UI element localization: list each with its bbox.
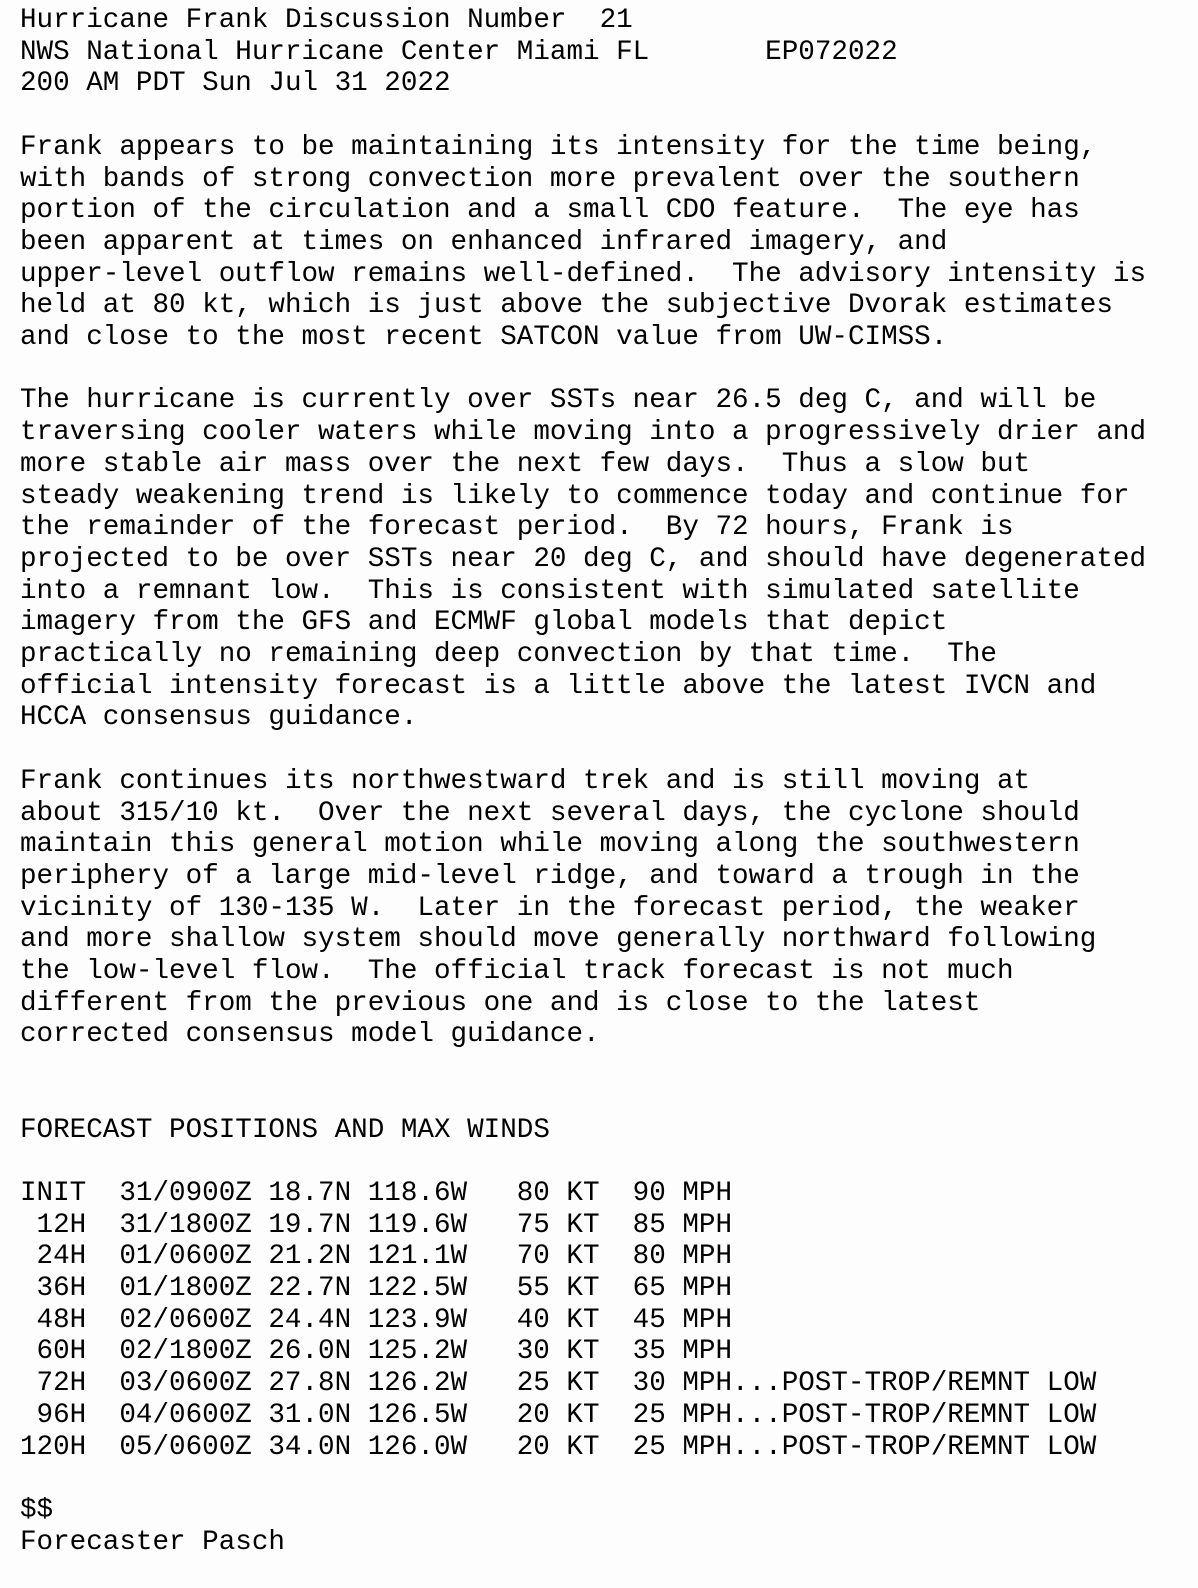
forecast-status: ...POST-TROP/REMNT LOW: [732, 1368, 1097, 1400]
text-line: steady weakening trend is likely to commence today and continue for: [20, 480, 1130, 512]
forecast-latitude: 27.8N: [268, 1368, 352, 1400]
forecast-hour: INIT: [20, 1177, 87, 1209]
forecast-wind-kt: 70 KT: [516, 1241, 600, 1273]
forecast-wind-kt: 75 KT: [516, 1209, 600, 1241]
forecast-valid-time: 02/1800Z: [119, 1336, 252, 1368]
issuing-office-line: NWS National Hurricane Center Miami FL EP072022: [20, 36, 898, 68]
forecast-valid-time: 04/0600Z: [119, 1399, 252, 1431]
forecast-longitude: 122.5W: [367, 1273, 468, 1305]
text-line: portion of the circulation and a small CDO feature. The eye has: [20, 195, 1080, 227]
discussion-paragraph-intensity: [20, 132, 1188, 354]
text-line: The hurricane is currently over SSTs near 26.5 deg C, and will be: [20, 385, 1097, 417]
forecast-latitude: 34.0N: [268, 1431, 352, 1463]
forecast-valid-time: 03/0600Z: [119, 1368, 252, 1400]
forecast-hour: 36H: [36, 1273, 87, 1305]
text-line: the low-level flow. The official track forecast is not much: [20, 956, 1014, 988]
bulletin-container: [20, 5, 1188, 1558]
forecast-latitude: 18.7N: [268, 1177, 352, 1209]
forecast-hour: 120H: [20, 1431, 87, 1463]
text-line: maintain this general motion while moving along the southwestern: [20, 829, 1080, 861]
issue-time-line: 200 AM PDT Sun Jul 31 2022: [20, 68, 451, 100]
forecast-latitude: 19.7N: [268, 1209, 352, 1241]
forecast-longitude: 126.5W: [367, 1399, 468, 1431]
forecast-hour: 72H: [36, 1368, 87, 1400]
forecast-longitude: 118.6W: [367, 1177, 468, 1209]
text-line: upper-level outflow remains well-defined. The advisory intensity is: [20, 258, 1147, 290]
forecast-row: [20, 1400, 1188, 1432]
forecast-latitude: 21.2N: [268, 1241, 352, 1273]
forecast-wind-kt: 20 KT: [516, 1399, 600, 1431]
bulletin-header: [20, 5, 1188, 100]
text-line: vicinity of 130-135 W. Later in the forecast period, the weaker: [20, 892, 1080, 924]
forecast-hour: 48H: [36, 1304, 87, 1336]
forecast-row: [20, 1273, 1188, 1305]
forecast-wind-kt: 30 KT: [516, 1336, 600, 1368]
text-line: traversing cooler waters while moving into a progressively drier and: [20, 417, 1147, 449]
text-line: HCCA consensus guidance.: [20, 702, 418, 734]
forecast-longitude: 121.1W: [367, 1241, 468, 1273]
forecast-wind-mph: 80 MPH: [632, 1241, 733, 1273]
forecast-longitude: 126.2W: [367, 1368, 468, 1400]
forecast-wind-mph: 35 MPH: [632, 1336, 733, 1368]
forecast-latitude: 24.4N: [268, 1304, 352, 1336]
forecast-status: ...POST-TROP/REMNT LOW: [732, 1399, 1097, 1431]
discussion-paragraph-track: [20, 766, 1188, 1051]
forecast-wind-kt: 55 KT: [516, 1273, 600, 1305]
forecast-wind-kt: 80 KT: [516, 1177, 600, 1209]
text-line: and close to the most recent SATCON value from UW-CIMSS.: [20, 322, 948, 354]
forecast-wind-mph: 30 MPH: [632, 1368, 733, 1400]
text-line: with bands of strong convection more prevalent over the southern: [20, 163, 1080, 195]
forecast-wind-mph: 45 MPH: [632, 1304, 733, 1336]
product-terminator: $$: [20, 1494, 54, 1526]
text-line: Frank appears to be maintaining its intensity for the time being,: [20, 131, 1097, 163]
text-line: Frank continues its northwestward trek and is still moving at: [20, 765, 1031, 797]
forecast-table-title: FORECAST POSITIONS AND MAX WINDS: [20, 1114, 550, 1146]
forecast-hour: 24H: [36, 1241, 87, 1273]
forecast-row: [20, 1305, 1188, 1337]
forecast-row: [20, 1336, 1188, 1368]
forecast-longitude: 123.9W: [367, 1304, 468, 1336]
forecast-row: [20, 1210, 1188, 1242]
forecast-status: ...POST-TROP/REMNT LOW: [732, 1431, 1097, 1463]
forecast-latitude: 26.0N: [268, 1336, 352, 1368]
discussion-paragraph-forecast: [20, 385, 1188, 734]
text-line: periphery of a large mid-level ridge, and toward a trough in the: [20, 860, 1080, 892]
forecast-valid-time: 05/0600Z: [119, 1431, 252, 1463]
forecast-wind-mph: 25 MPH: [632, 1399, 733, 1431]
text-line: the remainder of the forecast period. By 72 hours, Frank is: [20, 512, 1014, 544]
text-line: different from the previous one and is close to the latest: [20, 987, 981, 1019]
forecast-latitude: 31.0N: [268, 1399, 352, 1431]
text-line: official intensity forecast is a little above the latest IVCN and: [20, 670, 1097, 702]
text-line: practically no remaining deep convection by that time. The: [20, 639, 997, 671]
text-line: more stable air mass over the next few days. Thus a slow but: [20, 448, 1031, 480]
text-line: projected to be over SSTs near 20 deg C, and should have degenerated: [20, 543, 1147, 575]
forecast-row: [20, 1178, 1188, 1210]
text-line: held at 80 kt, which is just above the subjective Dvorak estimates: [20, 290, 1113, 322]
text-line: about 315/10 kt. Over the next several days, the cyclone should: [20, 797, 1080, 829]
text-line: been apparent at times on enhanced infrared imagery, and: [20, 226, 948, 258]
text-line: and more shallow system should move generally northward following: [20, 924, 1097, 956]
text-line: into a remnant low. This is consistent with simulated satellite: [20, 575, 1080, 607]
forecast-valid-time: 31/0900Z: [119, 1177, 252, 1209]
forecast-wind-mph: 85 MPH: [632, 1209, 733, 1241]
forecast-row: [20, 1432, 1188, 1464]
forecast-row: [20, 1241, 1188, 1273]
bulletin-title: Hurricane Frank Discussion Number 21: [20, 5, 633, 36]
forecast-valid-time: 02/0600Z: [119, 1304, 252, 1336]
forecast-valid-time: 01/0600Z: [119, 1241, 252, 1273]
forecast-hour: 60H: [36, 1336, 87, 1368]
forecast-wind-kt: 25 KT: [516, 1368, 600, 1400]
forecast-wind-kt: 40 KT: [516, 1304, 600, 1336]
forecast-longitude: 119.6W: [367, 1209, 468, 1241]
forecast-longitude: 126.0W: [367, 1431, 468, 1463]
forecast-valid-time: 01/1800Z: [119, 1273, 252, 1305]
forecast-hour: 12H: [36, 1209, 87, 1241]
bulletin-footer: [20, 1495, 1188, 1558]
forecast-table: [20, 1178, 1188, 1463]
forecast-wind-mph: 65 MPH: [632, 1273, 733, 1305]
forecast-longitude: 125.2W: [367, 1336, 468, 1368]
forecast-positions-section: [20, 1115, 1188, 1464]
forecast-latitude: 22.7N: [268, 1273, 352, 1305]
forecast-hour: 96H: [36, 1399, 87, 1431]
forecast-wind-mph: 90 MPH: [632, 1177, 733, 1209]
forecast-row: [20, 1368, 1188, 1400]
forecast-valid-time: 31/1800Z: [119, 1209, 252, 1241]
forecaster-signature: Forecaster Pasch: [20, 1526, 285, 1558]
forecast-wind-mph: 25 MPH: [632, 1431, 733, 1463]
text-line: imagery from the GFS and ECMWF global models that depict: [20, 607, 948, 639]
text-line: corrected consensus model guidance.: [20, 1019, 600, 1051]
forecast-wind-kt: 20 KT: [516, 1431, 600, 1463]
